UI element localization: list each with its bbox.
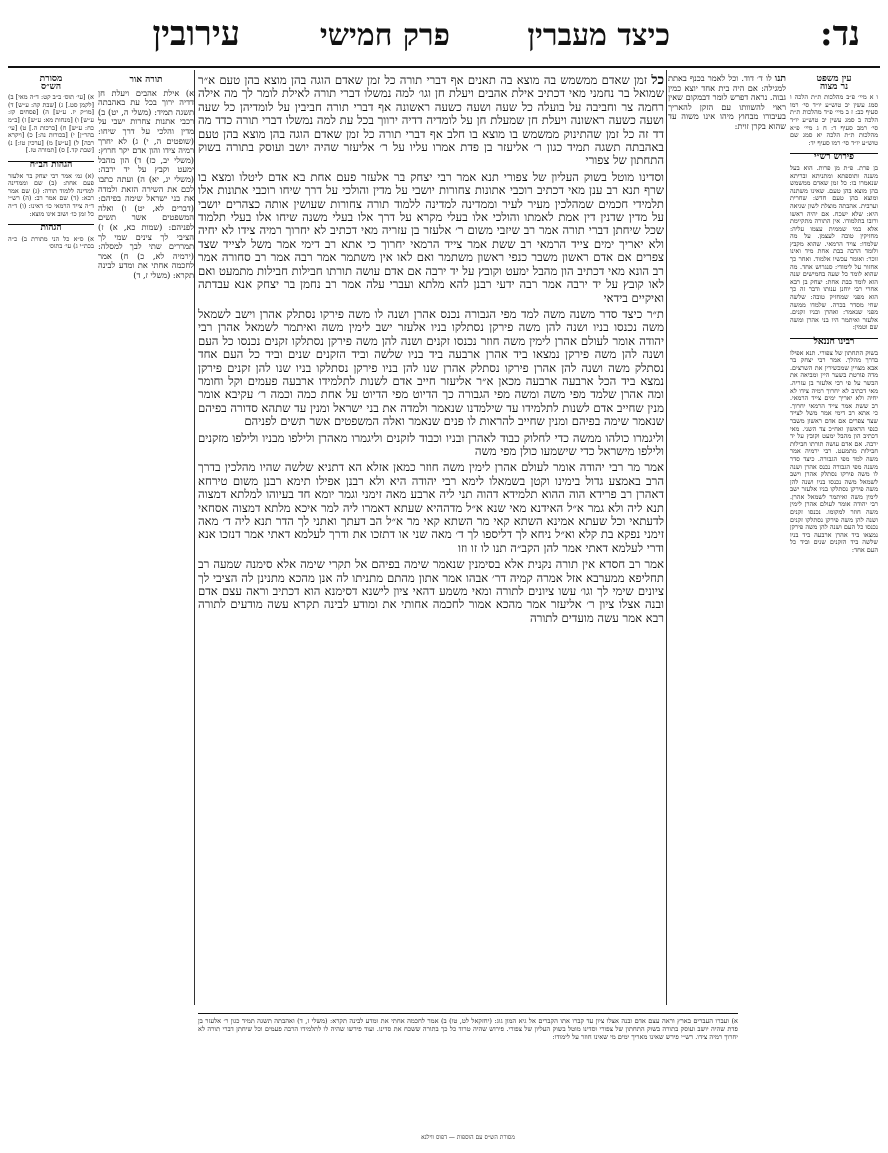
rabbeinu-chananel-title: רבינו חננאל bbox=[790, 338, 878, 347]
talmud-page bbox=[8, 8, 880, 1145]
mishnah-commentary bbox=[668, 74, 786, 132]
ein-mishpat-text: ו א מיי׳ פ״ב מהלכות ת״ת הלכה ו סמג עשין יב טוש״ע יו״ד סי׳ רמו סעיף כב: ז ב מיי׳ פ״ד מהלכות ת״ת הלכה ב סמג עשין יב טוש״ע יו״ד סי׳ רמב סעיף ד: ח ג מיי׳ פ״א מהלכות ת״ת הלכה יא סמג שם טוש״ע יו״ד סי׳ רמו סעיף יד: bbox=[790, 93, 878, 147]
tractate-name: עירובין bbox=[152, 14, 240, 54]
right-margin bbox=[790, 74, 878, 1009]
gemara-paragraph-4: וליגמרו כולהו ממשה כדי לחלוק כבוד לאהרן ובניו וכבוד לזקנים וליגמרו מאהרן ולילפו מבניו ולילפו מזקנים ולילפו מישראל כדי שישמעו כולן מפי משה bbox=[198, 430, 664, 458]
haggahot-bach-text: (א) גמ׳ אמר רבי יצחק בר אלעזר פעם אחת: (ב) שם וממדינה למדינה ללמוד תורה: (ג) שם אמר רבא: (ד) שם אמר רב: (ה) רש״י ד״ה צייד הרמאי כו׳ דאינו: (ו) ד״ה כל זמן כו׳ ושוב אינו מוצא: bbox=[8, 171, 94, 218]
gemara-paragraph-1 bbox=[198, 74, 664, 168]
haggahot-title: הגהות bbox=[8, 224, 94, 233]
chapter-name: כיצד מעברין bbox=[527, 18, 670, 53]
left-margin bbox=[8, 74, 94, 1009]
tosafot-column bbox=[668, 74, 786, 474]
torah-or-text: א) אילת אהבים ויעלת חן דדיה ירוך בכל עת באהבתה תשגה תמיד: (משלי ה, יט) ב) רכבי אתנות צחרות ישבי על מדין והלכי על דרך שיחו: (שופטים ה, י) ג) לא יחרך רמיה צידו והון אדם יקר חרוץ: (משלי יב, כז) ד) הון מהבל ימעט וקבץ על יד ירבה: (משלי יג, יא) ה) ועתה כתבו לכם את השירה הזאת ולמדה את בני ישראל שימה בפיהם: (דברים לא, יט) ו) ואלה המשפטים אשר תשים לפניהם: (שמות כא, א) ז) הציבי לך צינים שמי לך תמררים שתי לבך למסלה: (ירמיה לא, כ) ח) אמר לחכמה אחתי את ומדע לבינה תקרא: (משלי ז, ד) bbox=[98, 87, 194, 280]
perek-number: פרק חמישי bbox=[319, 18, 450, 53]
column-divider bbox=[666, 70, 667, 1005]
haggahot-text: א) ס״א כל הני מתורת ב) כ״ה בכת״י ג) עי׳ בתוס׳ bbox=[8, 234, 94, 251]
bottom-note: מסורת הש״ס עם הוספות — דפוס ווילנא bbox=[421, 1134, 515, 1141]
gemara-paragraph-6: אמר רב חסדא אין תורה נקנית אלא בסימנין שנאמר שימה בפיהם אל תקרי שימה אלא סימנה שמעה רב תחליפא ממערבא אזל אמרה קמיה דר׳ אבהו אמר אתון מהתם מתניתו לה אנן מהכא מתנינן לה הציבי לך ציונים שימי לך וגו׳ עשו ציונים לתורה ומאי משמע דהאי ציון לישנא דסימנא הוא דכתיב וראה עצם אדם ובנה אצלו ציון ר׳ אליעזר אמר מהכא אמור לחכמה אחותי את ומודע לבינה תקרא עשה מודעים לתורה רבא אמר עשה מועדים לתורה bbox=[198, 557, 664, 625]
footnotes: א) ועברו העברים בארץ וראה עצם אדם ובנה אצלו ציון עד קברו אתו הקברים אל גיא המון גוג: (יחזקאל לט, טו) ב) אמר לחכמה אחתי את ומדע לבינה תקרא: (משלי ז, ד) ואהבתה תשגה תמיד כגון ר׳ אלעזר בן פדת שהיה יושב ועוסק בתורה בשוק התחתון של צפורי וסדינו מוטל בשוק העליון של צפורי. פירוש שהיה טרוד כל כך בתורה ששכח את סדינו. ועוד פירשו שהיה לו לתלמידו הרבה פעמים וכל שיחתן דברי תורה לא יחרוך רמיה צידו. רש״י פירש שאינו מאריך ימים מי שאינו חוזר על לימודו: bbox=[198, 1013, 738, 1145]
gemara-paragraph-1-text: זמן שאדם ממשמש בה מוצא בה תאנים אף דברי תורה כל זמן שאדם הוגה בהן מוצא בהן טעם א״ר שמואל בר נחמני מאי דכתיב אילת אהבים ויעלת חן וגו׳ למה נמשלו דברי תורה לאילת לומר לך מה אילה רחמה צר וחביבה על בועלה כל שעה ושעה כשעה ראשונה אף דברי תורה חביבין על לומדיהן כל שעה ושעה כשעה ראשונה ויעלת חן שמעלת חן על לומדיה דדיה ירווך בכל עת למה נמשלו דברי תורה כדד מה דד זה כל זמן שהתינוק ממשמש בו מוצא בו חלב אף דברי תורה כל זמן שאדם הוגה בהן מוצא בהן טעם באהבתה תשגה תמיד כגון ר׳ אליעזר בן פדת אמרו עליו על ר׳ אליעזר שהיה יושב ועוסק בתורה בשוק התחתון של צפורי bbox=[198, 74, 664, 168]
masoret-hashas-title: מסורת הש״ס bbox=[39, 74, 63, 92]
daf-number: נד: bbox=[820, 14, 860, 54]
gemara-paragraph-5: אמר מר רבי יהודה אומר לעולם אהרן לימין משה חוזר כמאן אזלא הא דתניא שלשה שהיו מהלכין בדרך הרב באמצע גדול בימינו וקטן בשמאלו לימא רבי יהודה היא ולא רבנן אפילו תימא רבנן משום טירחא דאהרן רב פרידא הוה ההוא תלמידא דהוה תני ליה ארבע מאה זימני וגמר יומא חד בעיוהו למלתא דמצוה תנא ליה ולא גמר א״ל האידנא מאי שנא א״ל מדההיא שעתא דאמרו ליה למר איכא מלתא דמצוה אסחאי לדעתאי וכל שעתא אמינא השתא קאי מר השתא קאי מר א״ל הב דעתך ואתני לך הדר תנא ליה ד׳ מאה זימני נפקא בת קלא וא״ל ניחא לך דליספו לך ד׳ מאה שני או דתזכו את ודרך לעלמא דאתי אמר דנזכו אנא ודרי לעלמא דאתי אמר להן הקב״ה תנו לו זו וזו bbox=[198, 460, 664, 555]
ein-mishpat-title: עין משפט נר מצוה bbox=[816, 74, 852, 92]
gemara-paragraph-2: וסדינו מוטל בשוק העליון של צפורי תנא אמר רבי יצחק בר אלעזר פעם אחת בא אדם ליטלו ומצא בו שרף תנא רב ענן מאי דכתיב רוכבי אתונות צחורות יושבי על מדין והולכי על דרך שיחו רוכבי אתונות אלו תלמידי חכמים שמהלכין מעיר לעיר וממדינה למדינה ללמוד תורה צחורות שעושין אותה כצהרים יושבי על מדין שדנין דין אמת לאמתו והולכי אלו בעלי מקרא על דרך אלו בעלי משנה שיחו אלו בעלי תלמוד שכל שיחתן דברי תורה אמר רב שיזבי משום ר׳ אלעזר בן עזריה מאי דכתיב לא יחרוך רמיה צידו לא יחיה ולא יאריך ימים צייד הרמאי רב ששת אמר צייד הרמאי יחרוך כי אתא רב דימי אמר משל לצייד שצד צפרים אם אדם ראשון משבר כנפי ראשון משתמר ואם לאו אין משתמר אמר רבה אמר רב סחורה אמר רב הונא מאי דכתיב הון מהבל ימעט וקובץ על יד ירבה אם אדם עושה תורתו חבילות חבילות מתמעט ואם לאו קובץ על יד ירבה אמר רבה ידעי רבנן להא מלתא ועברי עלה אמר רב נחמן בר יצחק אנא עבדתה ואיקיים בידאי bbox=[198, 169, 664, 305]
page-header bbox=[8, 8, 880, 68]
gemara-main-text bbox=[198, 74, 664, 1009]
column-divider bbox=[194, 70, 195, 1005]
rabbeinu-chananel-text: בשוק התחתון של צפורי. תנא אפילו בדרך מהלך. אמר רבי יצחק בר אבא מצויין שמכשירין את השרצים. מדה פורטת בשער היין ומביאה את הבשר על פי רבי אלעזר בן עזריה. מאי דכתיב לא יחרוך רמיה צידו לא יחיה ולא יאריך ימים צייד הרמאי. רב ששת אמר צייד הרמאי יחרוך. כי אתא רב דימי אמר משל לצייד שצד צפרים אם אדם ראשון משבר כנפי הראשון ואח״כ צד השני. מאי דכתיב הון מהבל ימעט וקובץ על יד ירבה. אם אדם עושה תורתו חבילות חבילות מתמעט. רבי ירמיה אמר משה למד מפי הגבורה. כיצד סדר משנה מפי הגבורה נכנס אהרן ושנה לו משה פירקו נסתלק אהרן וישב לשמאל משה נכנסו בניו ושנה להן משה פירקן נסתלקו בניו אלעזר ישב לימין משה ואיתמר לשמאל אהרן. רבי יהודה אומר לעולם אהרן לימין משה חוזר למקומו. נכנסו זקנים ושנה להן משה פירקן נסתלקו זקנים נכנסו כל העם ושנה להן משה פירקן נמצאו ביד אהרן ארבעה ביד בניו שלשה ביד הזקנים שנים וביד כל העם אחד: bbox=[790, 348, 878, 555]
tosafot-left-column bbox=[98, 74, 194, 1009]
gemara-paragraph-3: ת״ר כיצד סדר משנה משה למד מפי הגבורה נכנס אהרן ושנה לו משה פירקו נסתלק אהרן וישב לשמאל משה נכנסו בניו ושנה להן משה פירקן נסתלקו בניו אלעזר ישב לימין משה ואיתמר לשמאל אהרן רבי יהודה אומר לעולם אהרן לימין משה חוזר נכנסו זקנים ושנה להן משה פירקן נסתלקו זקנים נכנסו כל העם ושנה להן משה פירקן נמצאו ביד אהרן ארבעה ביד בניו שלשה וביד הזקנים שנים וביד כל העם אחד נסתלק משה ושנה להן אהרן פירקו נסתלק אהרן שנו להן בניו פירקן נסתלקו בניו שנו להן זקנים פירקן נמצא ביד הכל ארבעה ארבעה מכאן א״ר אליעזר חייב אדם לשנות לתלמידו ארבעה פעמים וקל וחומר ומה אהרן שלמד מפי משה ומשה מפי הגבורה כך הדיוט מפי הדיוט על אחת כמה וכמה ר׳ עקיבא אומר מנין שחייב אדם לשנות לתלמידו עד שילמדנו שנאמר ולמדה את בני ישראל ומנין עד שתהא סדורה בפיהם שנאמר שימה בפיהם ומנין שחייב להראות לו פנים שנאמר ואלה המשפטים אשר תשים לפניהם bbox=[198, 306, 664, 429]
masoret-hashas-text: א) [עי׳ תוס׳ ב״ב קט: ד״ה מאי] ב) [לקמן סט.] ג) [שבת קה: ע״ש] ד) [מו״ק יז. ע״ש] ה) [פסחים קז: ע״ש] ו) [מנחות מא: ע״ש] ז) [ב״מ כח: ע״ש] ח) [ברכות ה.] ט) [עי׳ בהר״ן] י) [בכורות נה:] כ) [ויקרא רבה] ל) [ע״ש] מ) [ערכין טו:] נ) [שבת קד.] ס) [תמורה טז.] bbox=[8, 93, 94, 155]
rashi-text: בן פרת. פ״ת מן פרות. הוא בעל משנה ותוספתא ומתניתא ובריתא שנאמרו בו: כל זמן שאדם ממשמש בהן מוצא בהן טעם. שאינו משתנה ומוצא בהן טעם חדש: שחרית וערבית. אהבתה מוצלת לשון שגיאה היא: שלא ישכח. אם יהיה ראשו ורובו בתלמודו. אין התורה מתקיימת אלא במי שממית עצמו עליה: מחזיקין טובה לעצמן. על מה שלמדו: צויד הרמאי. שהוא מקבץ ולומד הרבה בבת אחת מיד ואינו זוכר: ואומר עכשיו אלמוד. ואחר כך אחזור על לימודי: סנגרוש אחד. מה שהוא לומד כל שעה בחמישים שנה הוא לומד בבת אחת: יצחק בן רבא אחרי רבי יוחנן ענותו ודבר זה כך הוא מפני שמחזיק טובה: שלשה שחי מסדר בכרה. שלמדו ממשה מפני שנאמר: ואהרן ובניו זקנים. אלעזר ואיתמר היו בני אהרן ומשה שם וטמין: bbox=[790, 163, 878, 332]
mishnah-commentary-text: לו ד׳ דוד. וכל לאמר בכנף באתת למגילה: אם היה בית אחד יוצא כמין גבוה. נראה דפרש לומר דבמקום שאין ראוי להשוותו עם הזקן להאריך בעיבורו מבחוץ מיהו אינו משוה עד שהוא בקרן זוית: bbox=[668, 74, 786, 131]
torah-or-title: תורה אור bbox=[129, 75, 163, 85]
mishnah-label: תנו bbox=[774, 74, 786, 84]
haggahot-bach-title: הגהות הב״ח bbox=[8, 161, 94, 170]
rashi-title: פירוש רש״י bbox=[790, 153, 878, 162]
opening-word: כל bbox=[651, 74, 664, 88]
